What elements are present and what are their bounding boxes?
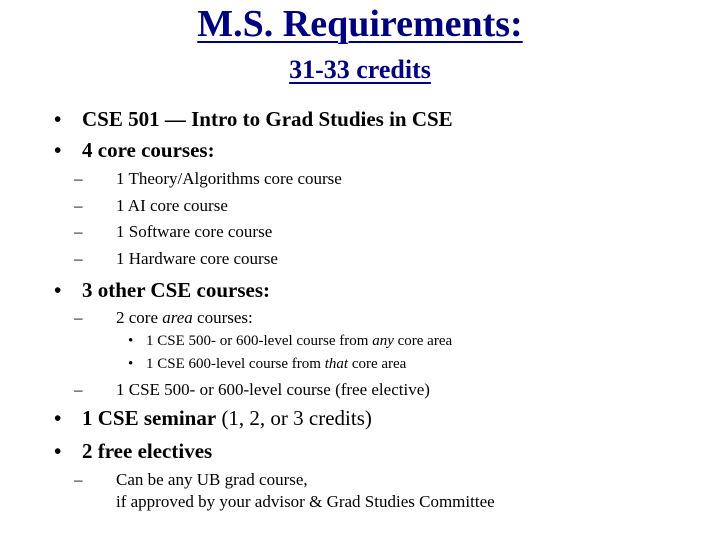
bullet-mark: • [128,333,134,349]
core-software [74,222,273,242]
bullet-mark: • [54,107,62,131]
area-that-emphasis: that [324,356,349,372]
area-any-suffix: core area [393,333,453,349]
seminar-bold-text: 1 CSE seminar [82,406,217,430]
core-theory [74,169,342,189]
approval-note [116,492,495,512]
area-any-emphasis: any [372,333,394,349]
bullet-other-courses [54,278,271,303]
bullet-other-courses-text: 3 other CSE courses: [82,278,271,302]
area-any [128,333,453,350]
core-hardware [74,249,278,269]
dash-mark: – [74,169,83,188]
core-hardware-text: 1 Hardware core course [116,249,278,268]
any-ub-line1: Can be any UB grad course, [116,470,308,489]
any-ub-line2: if approved by your advisor & Grad Studies Committee [116,492,495,511]
area-that-suffix: core area [348,356,407,372]
slide-subtitle: 31-33 credits [289,55,431,84]
bullet-mark: • [54,138,62,162]
area-courses [74,308,253,328]
area-emphasis: area [162,308,193,327]
area-that [128,356,407,373]
area-suffix: courses: [192,308,253,327]
dash-mark: – [74,470,83,489]
area-prefix: 2 core [116,308,163,327]
bullet-free-electives-text: 2 free electives [82,439,213,463]
dash-mark: – [74,308,83,327]
area-that-prefix: 1 CSE 600-level course from [146,356,325,372]
bullet-mark: • [128,356,134,372]
bullet-free-electives [54,439,213,464]
bullet-mark: • [54,406,62,430]
core-software-text: 1 Software core course [116,222,273,241]
bullet-cse501-text: CSE 501 — Intro to Grad Studies in CSE [82,107,453,131]
dash-mark: – [74,196,83,215]
dash-mark: – [74,380,83,399]
area-any-prefix: 1 CSE 500- or 600-level course from [146,333,373,349]
free-elective-text: 1 CSE 500- or 600-level course (free elective) [116,380,430,399]
core-theory-text: 1 Theory/Algorithms core course [116,169,342,188]
seminar-credits-text: (1, 2, or 3 credits) [216,406,372,430]
slide-title: M.S. Requirements: [197,3,523,45]
any-ub-course [74,470,308,490]
bullet-cse501 [54,107,453,132]
bullet-core-courses [54,138,215,163]
core-ai [74,196,228,216]
dash-mark: – [74,222,83,241]
bullet-seminar [54,406,372,431]
bullet-mark: • [54,439,62,463]
bullet-mark: • [54,278,62,302]
bullet-core-courses-text: 4 core courses: [82,138,215,162]
free-elective [74,380,430,400]
dash-mark: – [74,249,83,268]
core-ai-text: 1 AI core course [116,196,228,215]
